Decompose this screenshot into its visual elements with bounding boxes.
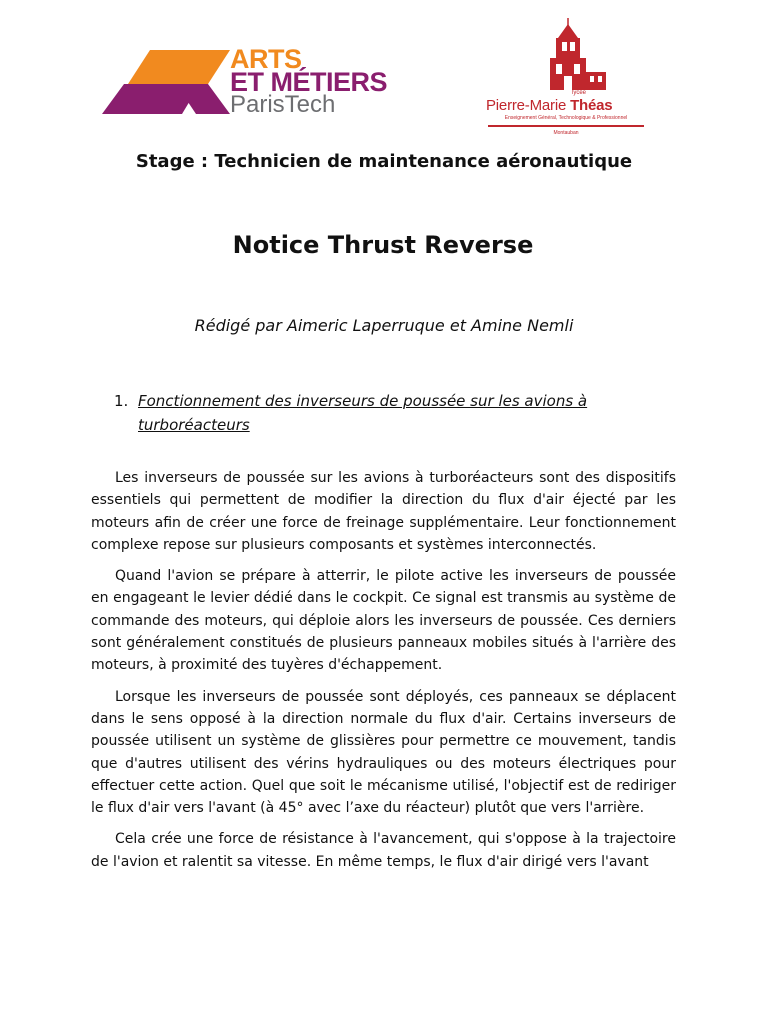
logo-text-arts: ARTS (230, 44, 302, 74)
lycee-pierre-marie-theas-logo (486, 16, 646, 136)
paragraph: Lorsque les inverseurs de poussée sont déployés, ces panneaux se déplacent dans le sens opposé à la direction normale du flux d'air. Certains inverseurs de poussée utilisent un système de glissières pour permettre ce mouvement, tandis que d'autres utilisent des vérins hydrauliques ou des moteurs électriques pour effectuer cette action. Quel que soit le mécanisme utilisé, l'objectif est de rediriger le flux d'air vers l'avant (à 45° avec l’axe du réacteur) plutôt que vers l'arrière. (91, 688, 676, 817)
document-title: Notice Thrust Reverse (232, 231, 534, 259)
logo-text-name-bold: Théas (570, 97, 613, 114)
tower-icon (486, 16, 646, 96)
logo-text-name-regular: Pierre-Marie (486, 97, 571, 114)
logo-text-city: Montauban (553, 130, 579, 136)
arts-et-metiers-emblem-icon (100, 48, 230, 116)
section-heading (114, 389, 614, 437)
paragraph: Les inverseurs de poussée sur les avions à turboréacteurs sont des dispositifs essentiels qui permettent de modifier la direction du flux d'air éjecté par les moteurs afin de créer une force de freinage supplémentaire. Leur fonctionnement complexe repose sur plusieurs composants et systèmes interconnectés. (91, 470, 676, 553)
logo-text-school-name (486, 97, 646, 114)
logo-divider (488, 125, 644, 127)
paragraph: Quand l'avion se prépare à atterrir, le pilote active les inverseurs de poussée en engageant le levier dédié dans le cockpit. Ce signal est transmis au système de commande des moteurs, qui déploie alors les inverseurs de poussée. Ces derniers sont généralement constitués de plusieurs panneaux mobiles situés à l'arrière des moteurs, à proximité des tuyères d'échappement. (91, 568, 676, 674)
logo-text-paristech: ParisTech (230, 91, 336, 118)
logo-text-subtitle: Enseignement Général, Technologique & Professionnel (504, 115, 628, 121)
arts-et-metiers-logo (100, 46, 400, 118)
body-text (91, 467, 676, 882)
stage-title: Stage : Technicien de maintenance aéronautique (135, 151, 633, 172)
authors-line: Rédigé par Aimeric Laperruque et Amine Nemli (194, 316, 574, 335)
logo-text-lycee: lycée (572, 90, 587, 96)
logo-text-et-metiers: ET MÉTIERS (230, 67, 388, 97)
section-title: Fonctionnement des inverseurs de poussée sur les avions à turboréacteurs (138, 392, 588, 434)
paragraph: Cela crée une force de résistance à l'avancement, qui s'oppose à la trajectoire de l'avion et ralentit sa vitesse. En même temps, le flux d'air dirigé vers l'avant (91, 831, 676, 870)
section-number: 1. (114, 392, 129, 410)
